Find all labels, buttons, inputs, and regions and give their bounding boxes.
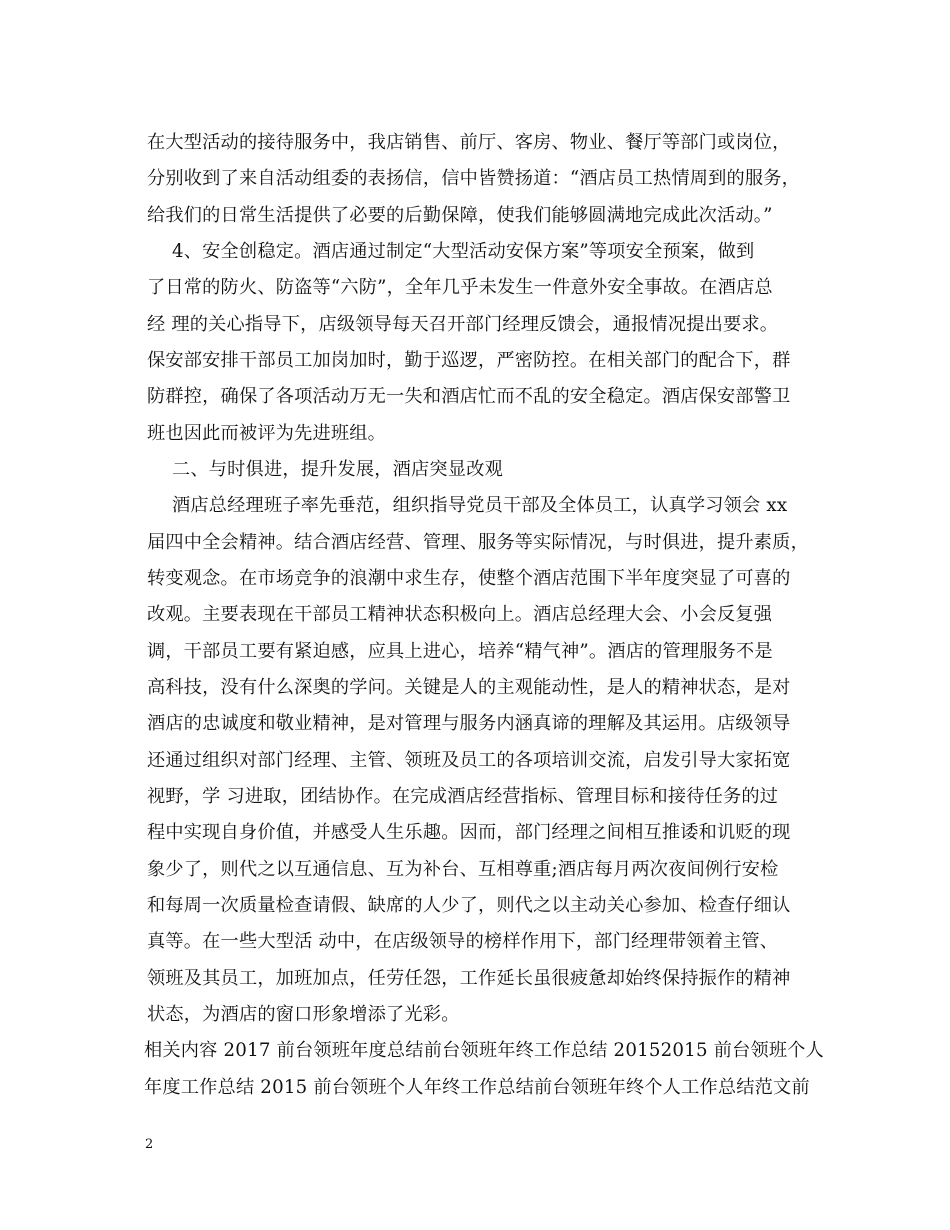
text-line: 保安部安排干部员工加岗加时，勤于巡逻，严密防控。在相关部门的配合下，群 (147, 350, 791, 371)
text-line: 象少了，则代之以互通信息、互为补台、互相尊重;酒店每月两次夜间例行安检 (147, 859, 779, 880)
text-line: 和每周一次质量检查请假、缺席的人少了，则代之以主动关心参加、检查仔细认 (147, 895, 791, 916)
text-line: 班也因此而被评为先进班组。 (147, 423, 387, 444)
text-line: 真等。在一些大型活 动中，在店级领导的榜样作用下，部门经理带领着主管、 (147, 931, 779, 952)
text-line: 酒店总经理班子率先垂范，组织指导党员干部及全体员工，认真学习领会 xx (172, 495, 788, 516)
text-line: 酒店的忠诚度和敬业精神，是对管理与服务内涵真谛的理解及其运用。店级领导 (147, 713, 791, 734)
text-line: 视野，学 习进取，团结协作。在完成酒店经营指标、管理目标和接待任务的过 (147, 786, 779, 807)
text-line: 程中实现自身价值，并感受人生乐趣。因而，部门经理之间相互推诿和讥贬的现 (147, 822, 791, 843)
section-item-heading: 4、安全创稳定。酒店通过制定“大型活动安保方案”等项安全预案，做到 (172, 241, 755, 262)
text-line: 了日常的防火、防盗等“六防”，全年几乎未发生一件意外安全事故。在酒店总 (147, 277, 773, 298)
text-line: 高科技，没有什么深奥的学问。关键是人的主观能动性，是人的精神状态，是对 (147, 677, 791, 698)
text-line: 届四中全会精神。结合酒店经营、管理、服务等实际情况，与时俱进，提升素质， (147, 532, 809, 553)
text-line: 分别收到了来自活动组委的表扬信，信中皆赞扬道：“酒店员工热情周到的服务， (147, 168, 801, 189)
page-number: 2 (145, 1137, 154, 1152)
text-line: 领班及其员工，加班加点，任劳任怨，工作延长虽很疲惫却始终保持振作的精神 (147, 968, 791, 989)
related-content-line: 相关内容 2017 前台领班年度总结前台领班年终工作总结 20152015 前台领班个人 (144, 1040, 825, 1061)
text-line: 防群控，确保了各项活动万无一失和酒店忙而不乱的安全稳定。酒店保安部警卫 (147, 386, 791, 407)
text-line: 还通过组织对部门经理、主管、领班及员工的各项培训交流，启发引导大家拓宽 (147, 750, 791, 771)
text-line: 经 理的关心指导下，店级领导每天召开部门经理反馈会，通报情况提出要求。 (147, 314, 779, 335)
section-heading: 二、与时俱进，提升发展，酒店突显改观 (172, 459, 503, 480)
text-line: 转变观念。在市场竞争的浪潮中求生存，使整个酒店范围下半年度突显了可喜的 (147, 568, 791, 589)
text-line: 调，干部员工要有紧迫感，应具上进心，培养“精气神”。酒店的管理服务不是 (147, 641, 773, 662)
text-line: 状态，为酒店的窗口形象增添了光彩。 (147, 1004, 460, 1025)
text-line: 给我们的日常生活提供了必要的后勤保障，使我们能够圆满地完成此次活动。” (147, 205, 773, 226)
text-line: 改观。主要表现在干部员工精神状态积极向上。酒店总经理大会、小会反复强 (147, 604, 773, 625)
text-line: 在大型活动的接待服务中，我店销售、前厅、客房、物业、餐厅等部门或岗位， (147, 132, 791, 153)
related-content-line: 年度工作总结 2015 前台领班个人年终工作总结前台领班年终个人工作总结范文前 (144, 1077, 810, 1098)
